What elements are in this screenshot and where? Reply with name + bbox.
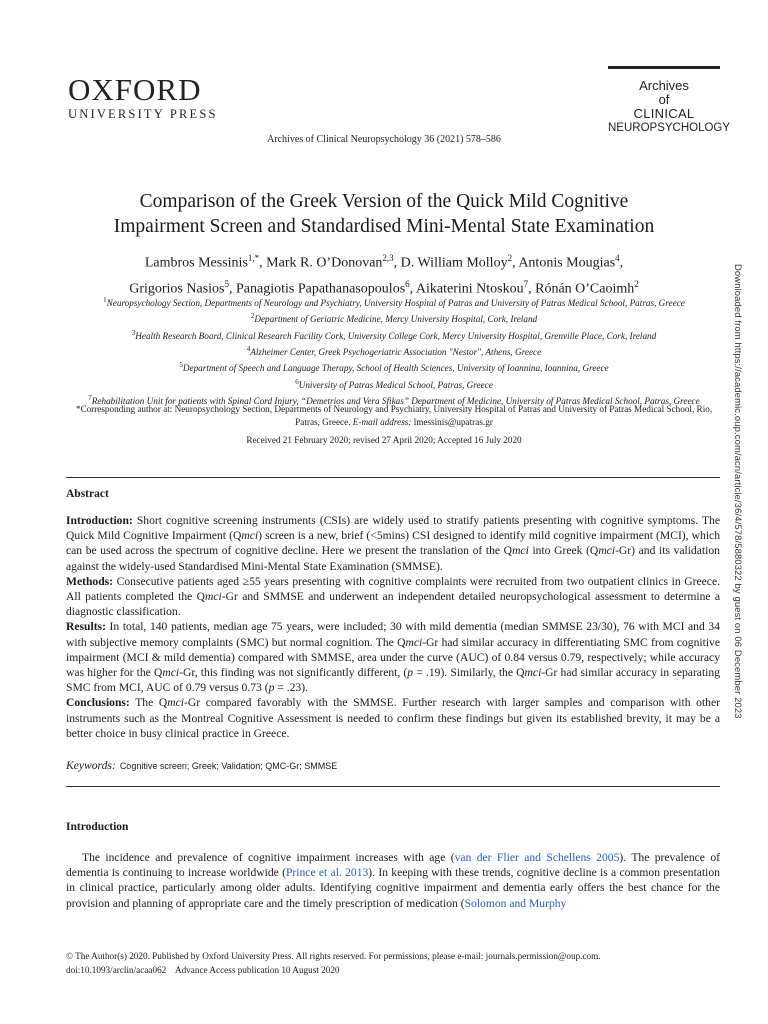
- journal-logo-line3: CLINICAL: [633, 106, 695, 121]
- affiliation-item: $^2$Department of Geriatric Medicine, Mercy University Hospital, Cork, Ireland: [250, 312, 538, 325]
- affiliation-item: $^6$University of Patras Medical School, Patras, Greece: [295, 377, 493, 390]
- university-press-label: UNIVERSITY PRESS: [68, 107, 218, 121]
- footer: [66, 950, 601, 977]
- journal-reference: Archives of Clinical Neuropsychology 36 (2021) 578–586: [267, 134, 501, 145]
- journal-logo-line4: NEUROPSYCHOLOGY: [608, 122, 731, 134]
- author-name: Grigorios Nasios: [129, 281, 225, 297]
- author-sup: 2: [634, 278, 639, 289]
- corresponding-author: *Corresponding author at: Neuropsychology Section, Departments of Neurology and Psychiatry, University Hospital of Patras and University of Patras Medical School, Rio, Patras, Greece. E-mail address: lmessinis@upatras.gr: [75, 404, 713, 428]
- affiliation-item: $^1$Neuropsychology Section, Departments of Neurology and Psychiatry, University Hospital of Patras and University of Patras Medical School, Patras, Greece: [103, 296, 685, 309]
- affiliation-item: $^3$Health Research Board, Clinical Research Facility Cork, University College Cork, Mercy University Hospital, Grenville Place, Cork, Ireland: [131, 328, 657, 341]
- journal-logo-line1: Archives: [639, 78, 689, 93]
- copyright-line: © The Author(s) 2020. Published by Oxford University Press. All rights reserved. For permissions, please e-mail: journals.permission@oup.com.: [66, 951, 601, 961]
- abstract-results: Results: In total, 140 patients, median age 75 years, were included; 30 with mild dementia (median SMMSE 23/30), 76 with MCI and 34 with subjective memory complaints (SMC) but normal cognition. The Qmci-Gr had similar accuracy in differentiating SMC from cognitive impairment (MCI & mild dementia) compared with SMMSE, area under the curve (AUC) of 0.84 versus 0.79, respectively; while accuracy was higher for the Qmci-Gr, this finding was not significantly different, (p = .19). Similarly, the Qmci-Gr had similar accuracy in separating SMC from MCI, AUC of 0.79 versus 0.73 (p = .23).: [66, 620, 720, 695]
- divider: [66, 477, 720, 478]
- affiliation-item: $^7$Rehabilitation Unit for patients with Spinal Cord Injury, “Demetrios and Vera Sfikas” Department of Medicine, University of Patras Medical School, Patras, Greece: [88, 394, 700, 407]
- author-sup: 7: [523, 278, 529, 289]
- author-sup: 1,*: [247, 253, 260, 263]
- divider: [66, 786, 720, 787]
- author-sup: 2,3: [382, 253, 394, 263]
- doi-line: doi:10.1093/arclin/acaa062 Advance Access publication 10 August 2020: [66, 964, 340, 975]
- abstract-conclusions: Conclusions: The Qmci-Gr compared favorably with the SMMSE. Further research with larger samples and comparison with other instruments such as the Montreal Cognitive Assessment is needed to confirm these findings but given its established brevity, it may be a better choice in busy clinical practice in Greece.: [66, 696, 720, 740]
- title-line2: Impairment Screen and Standardised Mini-Mental State Examination: [113, 216, 655, 237]
- introduction-body: The incidence and prevalence of cognitive impairment increases with age (van der Flier and Schellens 2005). The prevalence of dementia is continuing to increase worldwide (Prince et al. 2013). In keeping with these trends, cognitive decline is a common presentation in clinical practice, particularly among older adults. Identifying cognitive impairment and dementia early offers the best chance for the provision and planning of appropriate care and the timely prescription of medication (Solomon and Murphy: [66, 851, 720, 910]
- citation-link[interactable]: Prince et al. 2013: [285, 866, 369, 880]
- abstract-heading: Abstract: [66, 488, 109, 500]
- author-name: D. William Molloy: [400, 255, 508, 271]
- author-name: Panagiotis Papathanasopoulos: [236, 281, 406, 297]
- author-name: Rónán O’Caoimh: [535, 281, 635, 297]
- introduction-heading: Introduction: [66, 821, 129, 833]
- author-sup: 4: [615, 253, 620, 263]
- email-label: E-mail address:: [352, 417, 412, 428]
- email-link[interactable]: lmessinis@upatras.gr: [413, 417, 493, 428]
- citation-link[interactable]: Solomon and Murphy: [464, 896, 567, 910]
- abstract-methods: Methods: Consecutive patients aged ≥55 years presenting with cognitive complaints were recruited from two outpatient clinics in Greece. All patients completed the Qmci-Gr and SMMSE and underwent an independent detailed neuropsychological assessment to determine a diagnostic classification.: [66, 574, 720, 619]
- author-name: Mark R. O’Donovan: [266, 255, 383, 271]
- author-list: Lambros Messinis$^{1,*}$, Mark R. O’Donovan$^{2,3}$, D. William Molloy$^2$, Antonis Mougias$^4$, Grigorios Nasios$^5$, Panagiotis Papathanasopoulos$^6$, Aikaterini Ntoskou$^7$, Rónán O’Caoimh$^2$: [129, 253, 639, 297]
- journal-logo: [608, 66, 731, 135]
- affiliation-list: [66, 294, 722, 409]
- affiliation-item: $^5$Department of Speech and Language Therapy, School of Health Sciences, University of Ioannina, Ioannina, Greece: [179, 361, 609, 374]
- author-sup: 2: [507, 253, 513, 263]
- citation-link[interactable]: van der Flier and Schellens 2005: [454, 851, 620, 864]
- download-watermark: Downloaded from https://academic.oup.com/acn/article/36/4/578/5880322 by guest on 06 December 2023: [733, 264, 744, 719]
- keywords-text: Cognitive screen; Greek; Validation; QMC-Gr; SMMSE: [119, 761, 338, 771]
- journal-logo-line2: of: [658, 92, 670, 107]
- affiliation-item: $^4$Alzheimer Center, Greek Psychogeriatric Association "Nestor", Athens, Greece: [246, 345, 542, 358]
- abstract-introduction: Introduction: Short cognitive screening instruments (CSIs) are widely used to stratify patients presenting with cognitive symptoms. The Quick Mild Cognitive Impairment (Qmci) screen is a new, brief (<5mins) CSI designed to identify mild cognitive impairment (MCI), which can be used across the spectrum of cognitive decline. Here we present the translation of the Qmci into Greek (Qmci-Gr) and its validation against the widely-used Standardised Mini-Mental State Examination (SMMSE).: [66, 514, 721, 573]
- author-sup: 6: [405, 278, 410, 289]
- keywords-label: Keywords:: [66, 759, 116, 772]
- author-sup: 5: [224, 278, 229, 289]
- author-name: Antonis Mougias: [518, 255, 616, 271]
- author-name: Aikaterini Ntoskou: [415, 281, 524, 297]
- paper-title: [60, 189, 708, 239]
- oxford-logo: OXFORD: [68, 72, 202, 107]
- keywords: [66, 759, 337, 772]
- abstract-body: [66, 513, 720, 741]
- title-line1: Comparison of the Greek Version of the Quick Mild Cognitive: [139, 191, 629, 212]
- received-dates: Received 21 February 2020; revised 27 April 2020; Accepted 16 July 2020: [246, 435, 522, 445]
- author-name: Lambros Messinis: [144, 255, 248, 271]
